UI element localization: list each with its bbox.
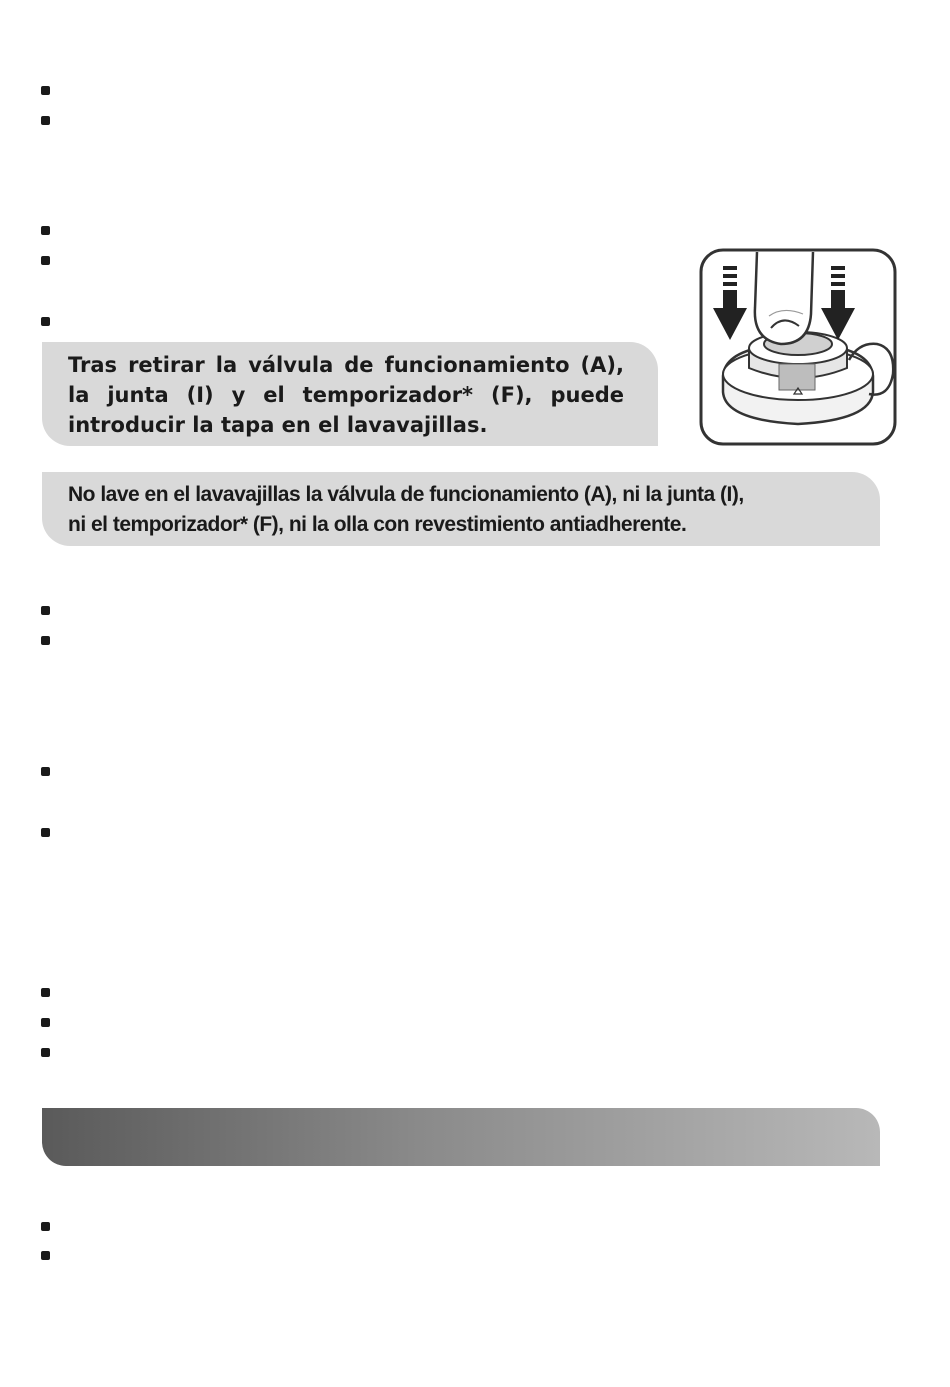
bullet-marker [41,636,50,645]
bullet-marker [41,606,50,615]
bullet-marker [41,767,50,776]
bullet-marker [41,988,50,997]
bullet-marker [41,828,50,837]
warning-text-line2: ni el temporizador* (F), ni la olla con revestimiento antiadherente. [68,513,687,536]
bullet-marker [41,116,50,125]
valve-press-icon [699,248,897,446]
note-text: Tras retirar la válvula de funcionamiento (A), la junta (I) y el temporizador* (F), puede introducir la tapa en el lavavajillas. [68,353,624,437]
warning-text [68,480,868,540]
note-box-lid-dishwasher [42,342,658,446]
bullet-marker [41,1048,50,1057]
bullet-marker [41,256,50,265]
valve-press-illustration [699,248,897,446]
bullet-marker [41,1018,50,1027]
bullet-marker [41,1251,50,1260]
warning-text-line1: No lave en el lavavajillas la válvula de funcionamiento (A), ni la junta (I), [68,483,744,506]
section-header-bar [42,1108,880,1166]
bullet-marker [41,226,50,235]
warning-box-do-not-dishwash [42,472,880,546]
bullet-marker [41,86,50,95]
bullet-marker [41,1222,50,1231]
bullet-marker [41,317,50,326]
